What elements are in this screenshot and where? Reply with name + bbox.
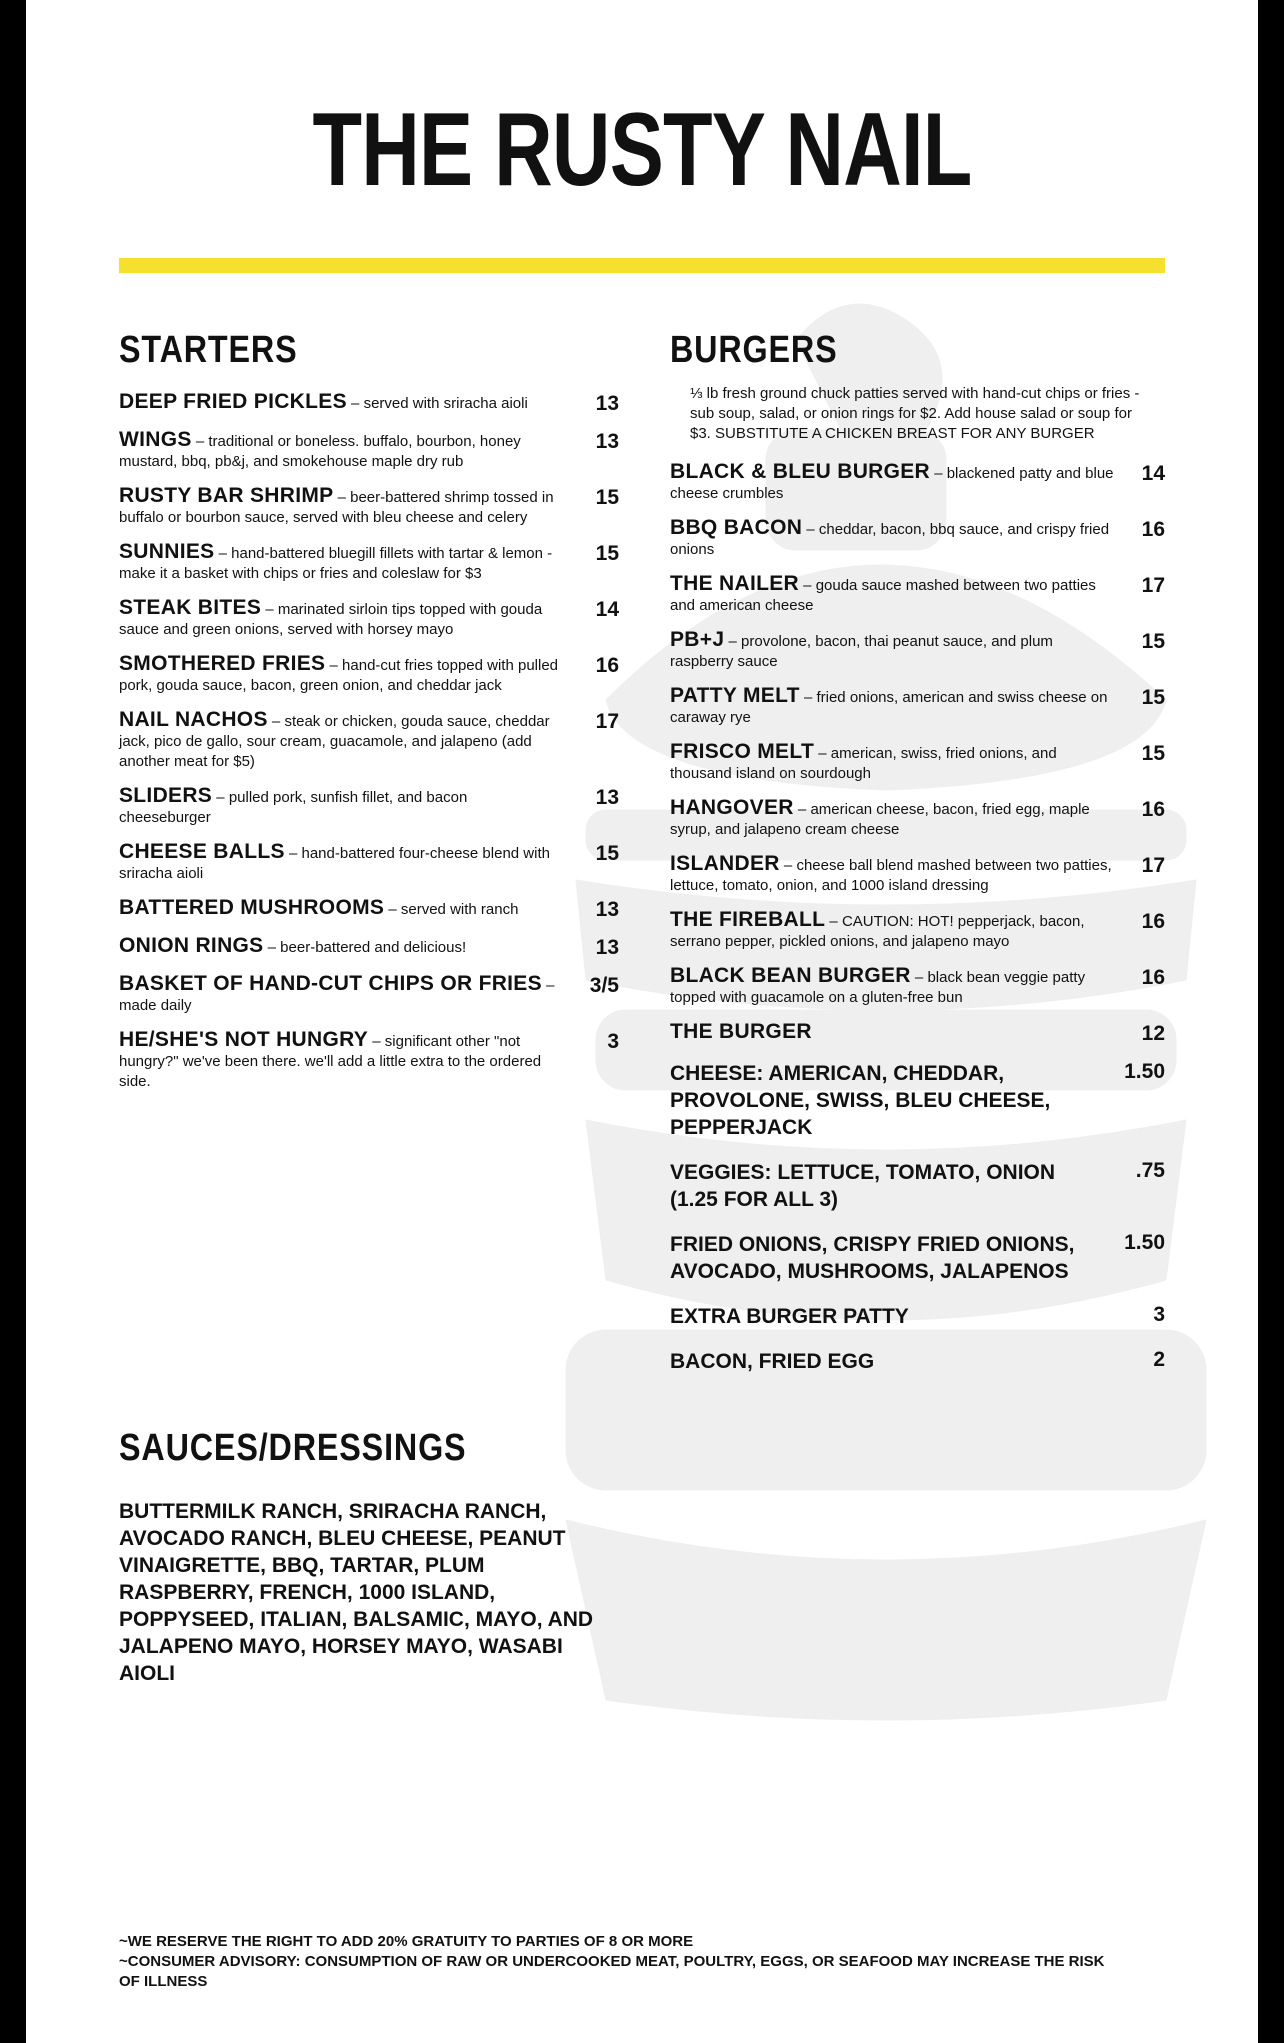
menu-item-description: marinated sirloin tips topped with gouda sauce and green onions, served with horsey mayo <box>119 600 543 638</box>
menu-item-price: 13 <box>595 429 619 453</box>
menu-item-description: cheddar, bacon, bbq sauce, and crispy fried onions <box>670 520 1110 558</box>
menu-item-text <box>119 707 559 772</box>
menu-item-price: 14 <box>1141 461 1165 485</box>
addon-name: FRIED ONIONS, CRISPY FRIED ONIONS, AVOCADO, MUSHROOMS, JALAPENOS <box>670 1232 1075 1283</box>
menu-item-description: served with ranch <box>400 900 519 918</box>
menu-item <box>670 683 1165 728</box>
menu-item-dash: – <box>284 844 302 862</box>
addon-name: BACON, FRIED EGG <box>670 1349 875 1373</box>
menu-item-price: 3/5 <box>589 973 619 997</box>
menu-item-dash: – <box>779 856 797 874</box>
menu-item-price: 13 <box>595 935 619 959</box>
menu-item-dash: – <box>541 976 555 994</box>
menu-item-description: served with sriracha aioli <box>363 394 528 412</box>
menu-item-name: SMOTHERED FRIES <box>119 651 326 675</box>
addon-price: 1.50 <box>1124 1059 1165 1083</box>
menu-item-name: THE BURGER <box>670 1019 812 1043</box>
menu-item <box>670 851 1165 896</box>
menu-item-price: 15 <box>595 485 619 509</box>
menu-item-price: 16 <box>1141 965 1165 989</box>
menu-item-price: 17 <box>1141 853 1165 877</box>
menu-item-price: 17 <box>595 709 619 733</box>
menu-item-name: STEAK BITES <box>119 595 262 619</box>
menu-item <box>670 515 1165 560</box>
menu-item-price: 16 <box>1141 909 1165 933</box>
menu-item <box>119 427 619 472</box>
menu-item-price: 15 <box>1141 685 1165 709</box>
addon-name: CHEESE: AMERICAN, CHEDDAR, PROVOLONE, SWISS, BLEU CHEESE, PEPPERJACK <box>670 1061 1051 1139</box>
menu-item-description: fried onions, american and swiss cheese on caraway rye <box>670 688 1108 726</box>
menu-item-dash: – <box>930 464 947 482</box>
menu-item-name: WINGS <box>119 427 192 451</box>
menu-item-name: FRISCO MELT <box>670 739 815 763</box>
menu-item-text <box>119 971 559 1016</box>
starters-column <box>119 330 619 1106</box>
menu-item-dash: – <box>802 520 819 538</box>
menu-item <box>119 933 619 960</box>
menu-item-dash: – <box>191 432 209 450</box>
menu-item-dash: – <box>333 488 351 506</box>
menu-item-description: steak or chicken, gouda sauce, cheddar jack, pico de gallo, sour cream, guacamole, and jalapeno (add another meat for $5) <box>119 712 550 770</box>
menu-item-text <box>670 571 1115 616</box>
menu-item <box>119 389 619 416</box>
menu-item-name: ONION RINGS <box>119 933 264 957</box>
menu-item-dash: – <box>724 632 742 650</box>
menu-item-price: 15 <box>1141 741 1165 765</box>
menu-item-text <box>670 963 1115 1008</box>
menu-item-text <box>670 459 1115 504</box>
starters-heading: STARTERS <box>119 329 298 371</box>
menu-item <box>119 783 619 828</box>
menu-item-name: PB+J <box>670 627 725 651</box>
menu-item-description: hand-battered four-cheese blend with sriracha aioli <box>119 844 550 882</box>
menu-item-price: 13 <box>595 391 619 415</box>
menu-page <box>26 0 1258 2043</box>
addon-name: VEGGIES: LETTUCE, TOMATO, ONION (1.25 FOR ALL 3) <box>670 1160 1056 1211</box>
addon-item <box>670 1303 1165 1330</box>
menu-item-text <box>119 483 559 528</box>
menu-item-description: provolone, bacon, thai peanut sauce, and plum raspberry sauce <box>670 632 1053 670</box>
menu-item-description: traditional or boneless. buffalo, bourbon, honey mustard, bbq, pb&j, and smokehouse maple dry rub <box>119 432 521 470</box>
menu-item-price: 16 <box>1141 517 1165 541</box>
menu-item-dash: – <box>384 900 401 918</box>
menu-item-text <box>119 389 559 414</box>
menu-item-name: NAIL NACHOS <box>119 707 268 731</box>
menu-item-dash: – <box>325 656 343 674</box>
burgers-column <box>670 330 1165 1393</box>
menu-item-description: beer-battered and delicious! <box>280 938 467 956</box>
menu-item-description: pulled pork, sunfish fillet, and bacon cheeseburger <box>119 788 468 826</box>
menu-item-price: 15 <box>595 541 619 565</box>
sauces-list: BUTTERMILK RANCH, SRIRACHA RANCH, AVOCADO RANCH, BLEU CHEESE, PEANUT VINAIGRETTE, BBQ, TARTAR, PLUM RASPBERRY, FRENCH, 1000 ISLAND, POPPYSEED, ITALIAN, BALSAMIC, MAYO, AND JALAPENO MAYO, HORSEY MAYO, WASABI AIOLI <box>119 1500 594 1685</box>
menu-item <box>670 907 1165 952</box>
gratuity-note: ~WE RESERVE THE RIGHT TO ADD 20% GRATUITY TO PARTIES OF 8 OR MORE <box>119 1933 694 1950</box>
menu-item-text <box>119 895 559 920</box>
menu-item-price: 3 <box>607 1029 619 1053</box>
menu-item-description: american cheese, bacon, fried egg, maple syrup, and jalapeno cream cheese <box>670 800 1090 838</box>
addon-item <box>670 1348 1165 1375</box>
menu-item-text <box>119 933 559 958</box>
menu-item-description: gouda sauce mashed between two patties and american cheese <box>670 576 1096 614</box>
menu-item-name: THE NAILER <box>670 571 799 595</box>
menu-item-text <box>119 839 559 884</box>
menu-item-price: 15 <box>1141 629 1165 653</box>
menu-item-name: BBQ BACON <box>670 515 803 539</box>
menu-item-text <box>670 515 1115 560</box>
menu-item-text <box>670 907 1115 952</box>
menu-item-dash: – <box>212 788 229 806</box>
menu-item-name: ISLANDER <box>670 851 780 875</box>
menu-item <box>670 459 1165 504</box>
menu-item-name: PATTY MELT <box>670 683 800 707</box>
menu-item-name: DEEP FRIED PICKLES <box>119 389 347 413</box>
addon-price: 2 <box>1153 1347 1165 1371</box>
menu-item <box>670 795 1165 840</box>
menu-item-price: 12 <box>1141 1021 1165 1045</box>
menu-item <box>119 651 619 696</box>
menu-item-price: 15 <box>595 841 619 865</box>
addon-item <box>670 1231 1165 1285</box>
menu-item-dash: – <box>261 600 278 618</box>
menu-item-description: hand-battered bluegill fillets with tartar & lemon - make it a basket with chips or fries and coleslaw for $3 <box>119 544 553 582</box>
menu-item <box>119 971 619 1016</box>
menu-item-name: BLACK & BLEU BURGER <box>670 459 931 483</box>
menu-item-description: hand-cut fries topped with pulled pork, gouda sauce, bacon, green onion, and cheddar jack <box>119 656 559 694</box>
menu-item-price: 16 <box>1141 797 1165 821</box>
menu-item <box>670 571 1165 616</box>
addon-item <box>670 1060 1165 1141</box>
menu-item-text <box>119 651 559 696</box>
menu-item-text <box>119 595 559 640</box>
menu-item-name: HANGOVER <box>670 795 794 819</box>
addon-price: 1.50 <box>1124 1230 1165 1254</box>
menu-item-description: significant other "not hungry?" we've been there. we'll add a little extra to the ordered side. <box>119 1032 542 1090</box>
menu-item <box>670 963 1165 1008</box>
menu-item-dash: – <box>267 712 285 730</box>
burger-addons-list <box>670 1060 1165 1375</box>
menu-item <box>670 1019 1165 1046</box>
menu-item-text <box>119 539 559 584</box>
starters-list <box>119 389 619 1092</box>
menu-item-text <box>670 851 1115 896</box>
menu-item <box>119 539 619 584</box>
menu-item-text <box>670 627 1115 672</box>
restaurant-title: THE RUSTY NAIL <box>312 92 972 208</box>
menu-item-price: 13 <box>595 897 619 921</box>
menu-item-name: HE/SHE'S NOT HUNGRY <box>119 1027 369 1051</box>
menu-item-price: 13 <box>595 785 619 809</box>
menu-item-name: RUSTY BAR SHRIMP <box>119 483 334 507</box>
title-underline <box>119 258 1165 273</box>
menu-item-name: SUNNIES <box>119 539 215 563</box>
menu-item <box>119 839 619 884</box>
addon-item <box>670 1159 1165 1213</box>
sauces-heading: SAUCES/DRESSINGS <box>119 1427 467 1469</box>
menu-item <box>119 483 619 528</box>
menu-item-description: made daily <box>119 996 192 1014</box>
addon-price: 3 <box>1153 1302 1165 1326</box>
menu-item-name: BASKET OF HAND-CUT CHIPS OR FRIES <box>119 971 542 995</box>
menu-item-name: BLACK BEAN BURGER <box>670 963 911 987</box>
menu-item-price: 14 <box>595 597 619 621</box>
menu-item <box>670 739 1165 784</box>
menu-item-dash: – <box>825 912 842 930</box>
menu-item-text <box>119 783 559 828</box>
footer-notes <box>119 1932 1119 1992</box>
menu-item-text <box>670 683 1115 728</box>
burgers-intro: ⅓ lb fresh ground chuck patties served with hand-cut chips or fries - sub soup, salad, or onion rings for $2. Add house salad or soup for $3. SUBSTITUTE A CHICKEN BREAST FOR ANY BURGER <box>690 384 1140 442</box>
menu-item-description: cheese ball blend mashed between two patties, lettuce, tomato, onion, and 1000 island dressing <box>670 856 1112 894</box>
menu-item <box>119 595 619 640</box>
menu-item <box>119 895 619 922</box>
burgers-heading: BURGERS <box>670 329 838 371</box>
menu-item-description: american, swiss, fried onions, and thousand island on sourdough <box>670 744 1057 782</box>
menu-item <box>670 627 1165 672</box>
addon-price: .75 <box>1135 1158 1165 1182</box>
menu-item <box>119 707 619 772</box>
menu-item-dash: – <box>368 1032 385 1050</box>
menu-item-dash: – <box>793 800 811 818</box>
menu-item-text <box>119 1027 559 1092</box>
menu-item-dash: – <box>910 968 928 986</box>
menu-item-text <box>670 795 1115 840</box>
addon-name: EXTRA BURGER PATTY <box>670 1304 909 1328</box>
menu-item-dash: – <box>799 576 816 594</box>
menu-item-description: CAUTION: HOT! pepperjack, bacon, serrano pepper, pickled onions, and jalapeno mayo <box>670 912 1085 950</box>
menu-item-text <box>119 427 559 472</box>
menu-item-text <box>670 739 1115 784</box>
menu-item-dash: – <box>263 938 281 956</box>
consumer-advisory: ~CONSUMER ADVISORY: CONSUMPTION OF RAW OR UNDERCOOKED MEAT, POULTRY, EGGS, OR SEAFOOD MAY INCREASE THE RISK OF ILLNESS <box>119 1953 1105 1990</box>
menu-item-name: CHEESE BALLS <box>119 839 285 863</box>
menu-item-name: THE FIREBALL <box>670 907 826 931</box>
menu-item-description: blackened patty and blue cheese crumbles <box>670 464 1114 502</box>
menu-item-name: SLIDERS <box>119 783 213 807</box>
menu-item-text <box>670 1019 1115 1044</box>
menu-item-dash: – <box>799 688 817 706</box>
burgers-list <box>670 459 1165 1046</box>
menu-item-dash: – <box>214 544 232 562</box>
menu-item <box>119 1027 619 1092</box>
menu-item-dash: – <box>346 394 364 412</box>
menu-item-description: beer-battered shrimp tossed in buffalo or bourbon sauce, served with bleu cheese and celery <box>119 488 554 526</box>
menu-item-description: black bean veggie patty topped with guacamole on a gluten-free bun <box>670 968 1086 1006</box>
menu-item-price: 17 <box>1141 573 1165 597</box>
menu-item-price: 16 <box>595 653 619 677</box>
menu-item-dash: – <box>814 744 831 762</box>
menu-item-name: BATTERED MUSHROOMS <box>119 895 385 919</box>
